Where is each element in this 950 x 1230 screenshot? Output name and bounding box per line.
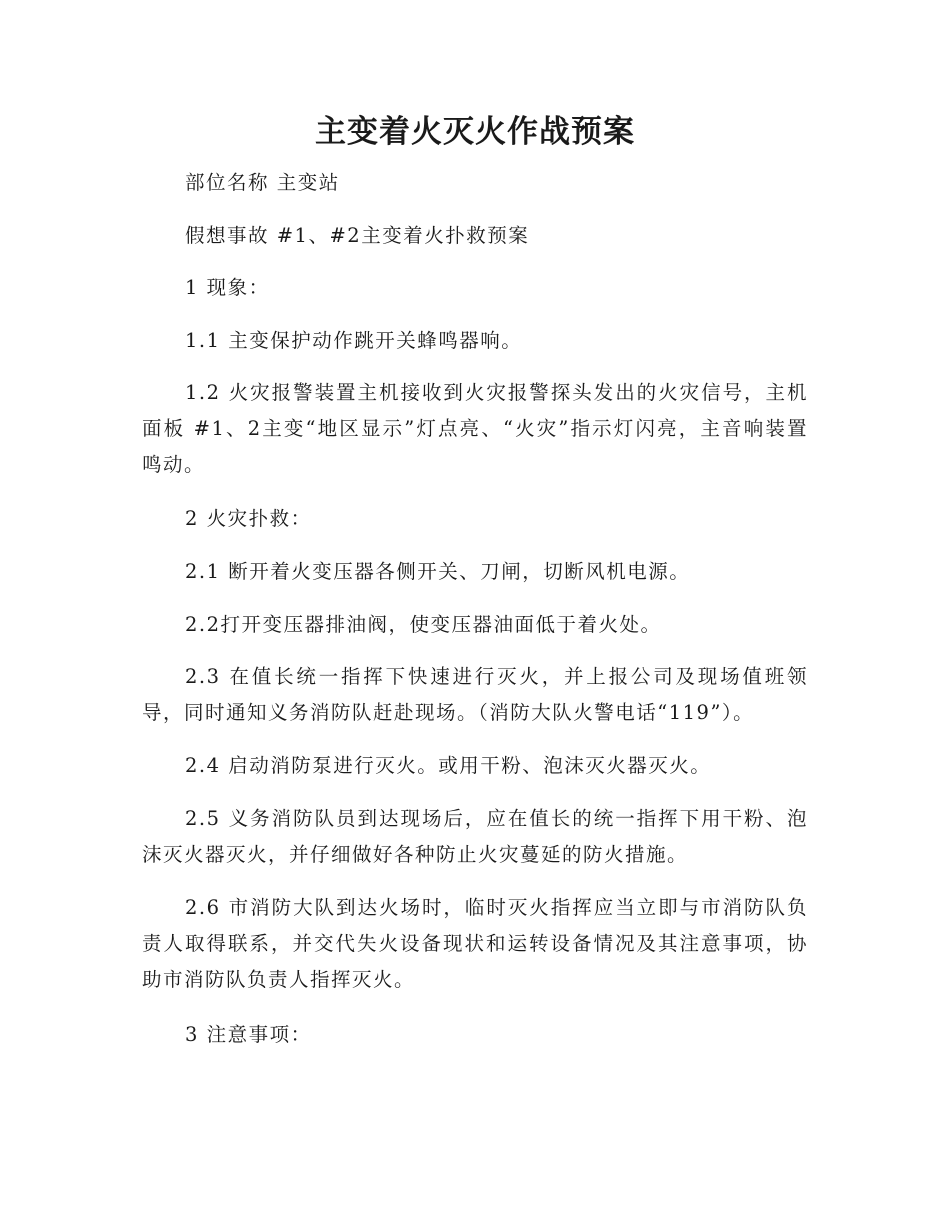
heading-notes: 3 注意事项： bbox=[185, 1023, 312, 1046]
paragraph-location: 部位名称 主变站 bbox=[185, 171, 340, 194]
paragraph-1-2: 1.2 火灾报警装置主机接收到火灾报警探头发出的火灾信号，主机面板 #1、2主变“地区显示”灯点亮、“火灾”指示灯闪亮，主音响装置鸣动。 bbox=[142, 381, 808, 476]
heading-phenomenon: 1 现象： bbox=[185, 276, 270, 299]
paragraph-2-1: 2.1 断开着火变压器各侧开关、刀闸，切断风机电源。 bbox=[185, 560, 691, 583]
paragraph-2-4: 2.4 启动消防泵进行灭火。或用干粉、泡沫灭火器灭火。 bbox=[185, 754, 712, 777]
paragraph-scenario: 假想事故 #1、#2主变着火扑救预案 bbox=[185, 224, 530, 247]
paragraph-1-1: 1.1 主变保护动作跳开关蜂鸣器响。 bbox=[185, 329, 523, 352]
paragraph-2-2: 2.2打开变压器排油阀，使变压器油面低于着火处。 bbox=[185, 613, 662, 636]
document-title: 主变着火灭火作战预案 bbox=[315, 114, 635, 150]
paragraph-2-6: 2.6 市消防大队到达火场时，临时灭火指挥应当立即与市消防队负责人取得联系，并交代失火设备现状和运转设备情况及其注意事项，协助市消防队负责人指挥灭火。 bbox=[142, 896, 808, 991]
paragraph-2-5: 2.5 义务消防队员到达现场后，应在值长的统一指挥下用干粉、泡沫灭火器灭火，并仔细做好各种防止火灾蔓延的防火措施。 bbox=[142, 807, 808, 866]
paragraph-2-3: 2.3 在值长统一指挥下快速进行灭火，并上报公司及现场值班领导，同时通知义务消防队赶赴现场。（消防大队火警电话“119”）。 bbox=[142, 665, 808, 724]
heading-fire-fighting: 2 火灾扑救： bbox=[185, 507, 312, 530]
